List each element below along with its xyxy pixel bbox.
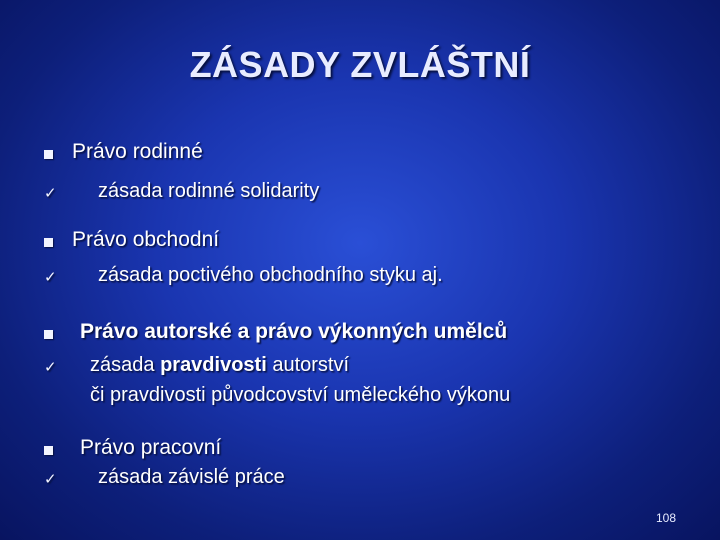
detail-text: autorství: [266, 354, 350, 376]
detail-text: zásada: [90, 354, 161, 376]
item-detail: zásada poctivého obchodního styku aj.: [98, 264, 443, 286]
square-bullet-icon: [44, 150, 53, 159]
item-heading: Právo pracovní: [80, 436, 222, 459]
item-detail: zásada rodinné solidarity: [98, 180, 320, 202]
checkmark-icon: ✓: [44, 358, 57, 376]
square-bullet-icon: [44, 446, 53, 455]
slide-number: 108: [655, 511, 676, 525]
item-detail: [90, 354, 349, 377]
item-heading: Právo rodinné: [72, 140, 203, 163]
item-detail-line2: či pravdivosti původcovství uměleckého výkonu: [90, 384, 511, 406]
item-heading: Právo autorské a právo výkonných umělců: [80, 320, 508, 343]
detail-emphasis: pravdivosti: [160, 354, 267, 376]
item-detail: zásada závislé práce: [98, 466, 285, 488]
checkmark-icon: ✓: [44, 268, 57, 286]
square-bullet-icon: [44, 330, 53, 339]
checkmark-icon: ✓: [44, 470, 57, 488]
slide-title: ZÁSADY ZVLÁŠTNÍ: [189, 44, 531, 85]
item-heading: Právo obchodní: [72, 228, 220, 251]
checkmark-icon: ✓: [44, 184, 57, 202]
square-bullet-icon: [44, 238, 53, 247]
